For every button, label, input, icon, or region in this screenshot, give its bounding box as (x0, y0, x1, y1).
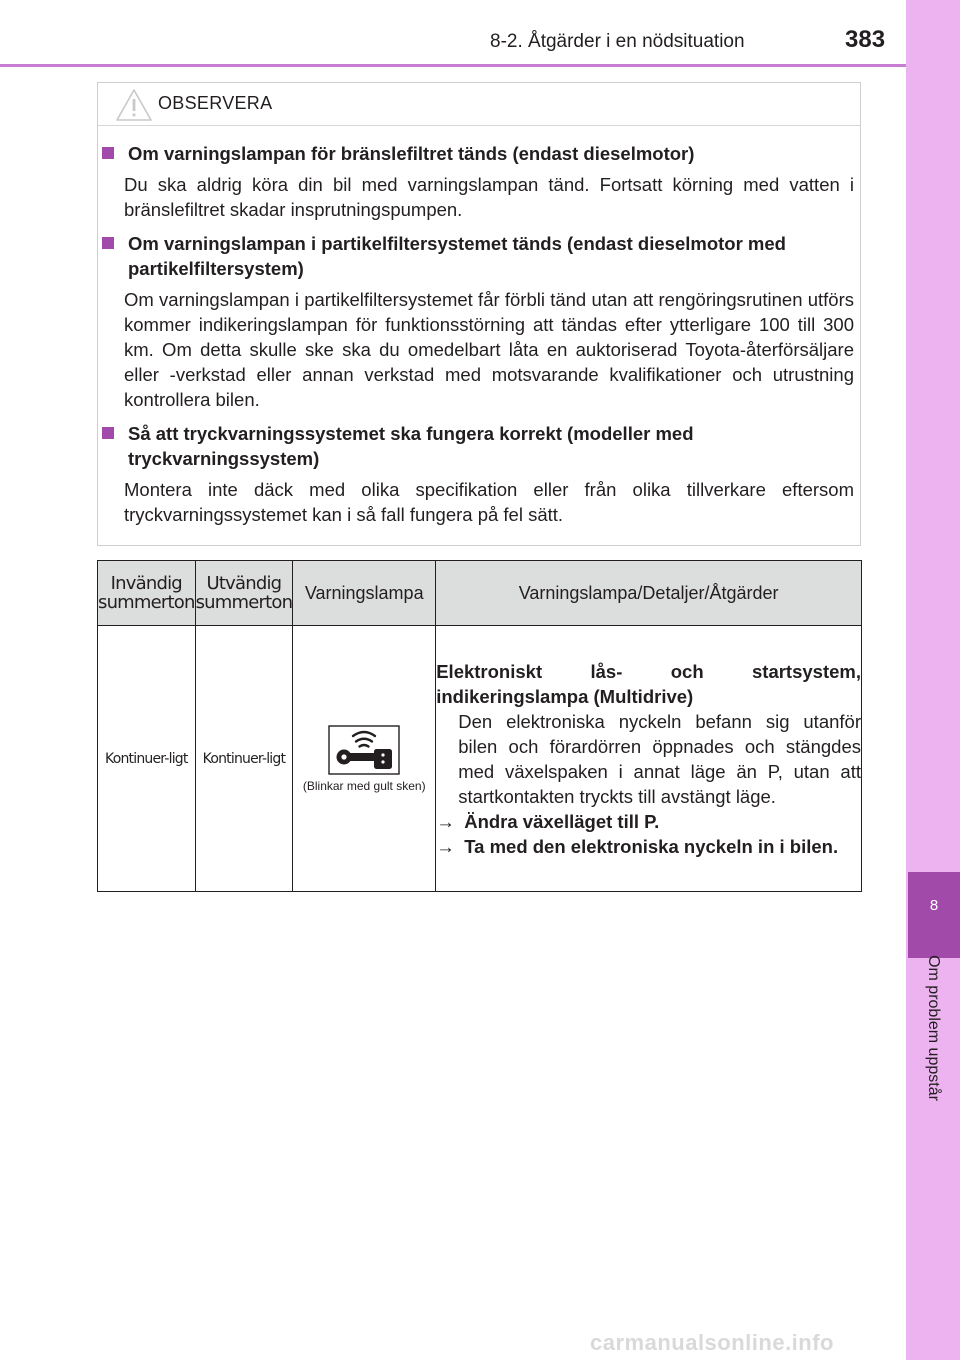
bullet-square-icon (102, 147, 114, 159)
detail-title: Elektroniskt lås- och startsystem, indikeringslampa (Multidrive) (436, 660, 861, 707)
notice-title: OBSERVERA (158, 93, 273, 113)
header-divider (0, 64, 906, 67)
section-title: 8-2. Åtgärder i en nödsituation (490, 31, 745, 52)
smart-key-warning-icon (328, 725, 400, 775)
notice-item-text: Du ska aldrig köra din bil med varningslampan tänd. Fortsatt körning med vatten i bränslefiltret skadar insprutningspumpen. (124, 174, 854, 220)
notice-item-title: Om varningslampan i partikelfiltersystemet tänds (endast dieselmotor med partikelfiltersystem) (128, 233, 786, 279)
table-header-row (98, 561, 862, 626)
notice-item (102, 141, 854, 222)
chapter-side-strip (906, 0, 960, 1360)
action-item (436, 834, 861, 859)
column-header-external-buzzer: Utvändig summerton (195, 561, 293, 626)
warning-light-caption: (Blinkar med gult sken) (302, 778, 426, 793)
action-text: Ändra växelläget till P. (464, 810, 660, 832)
chapter-number-badge: 8 (908, 872, 960, 958)
notice-box (97, 82, 861, 546)
notice-item (102, 421, 854, 527)
page-number: 383 (845, 26, 886, 53)
chapter-title: Om problem uppstår (925, 955, 942, 1101)
watermark: carmanualsonline.info (590, 1330, 834, 1355)
notice-item-text: Montera inte däck med olika specifikation eller från olika tillverkare eftersom tryckvarningssystemet kan i så fall fungera på fel sätt. (124, 479, 854, 525)
column-header-warning-light: Varningslampa (293, 561, 436, 626)
table-row (98, 626, 862, 892)
action-item (436, 809, 861, 834)
warning-triangle-icon (115, 88, 153, 122)
column-header-details: Varningslampa/Detaljer/Åtgärder (436, 561, 862, 626)
bullet-square-icon (102, 427, 114, 439)
internal-buzzer-cell: Kontinuer-ligt (98, 626, 196, 892)
notice-item (102, 231, 854, 412)
detail-text: Den elektroniska nyckeln befann sig utanför bilen och förardörren öppnades och stängdes med växelspaken i annat läge än P, utan att startkontakten tryckts till avstängt läge. (458, 710, 861, 807)
details-cell (436, 626, 862, 892)
warning-light-cell (293, 626, 436, 892)
notice-header (98, 83, 860, 126)
warning-table (97, 560, 862, 892)
external-buzzer-cell: Kontinuer-ligt (195, 626, 293, 892)
notice-item-title: Om varningslampan för bränslefiltret tänds (endast dieselmotor) (128, 143, 695, 164)
arrow-right-icon: → (436, 810, 455, 832)
notice-item-title: Så att tryckvarningssystemet ska fungera korrekt (modeller med tryckvarningssystem) (128, 423, 694, 469)
action-text: Ta med den elektroniska nyckeln in i bilen. (464, 835, 839, 857)
arrow-right-icon: → (436, 835, 455, 857)
notice-item-text: Om varningslampan i partikelfiltersystemet får förbli tänd utan att rengöringsrutinen utförs kommer indikeringslampan för funktionsstörning att tändas efter ytterligare 100 till 300 km. Om detta skulle ske ska du omedelbart låta en auktoriserad Toyota-återförsäljare eller -verkstad eller annan verkstad med motsvarande kvalifikationer och utrustning kontrollera bilen. (124, 289, 854, 410)
notice-body (102, 141, 854, 536)
bullet-square-icon (102, 237, 114, 249)
column-header-internal-buzzer: Invändig summerton (98, 561, 196, 626)
